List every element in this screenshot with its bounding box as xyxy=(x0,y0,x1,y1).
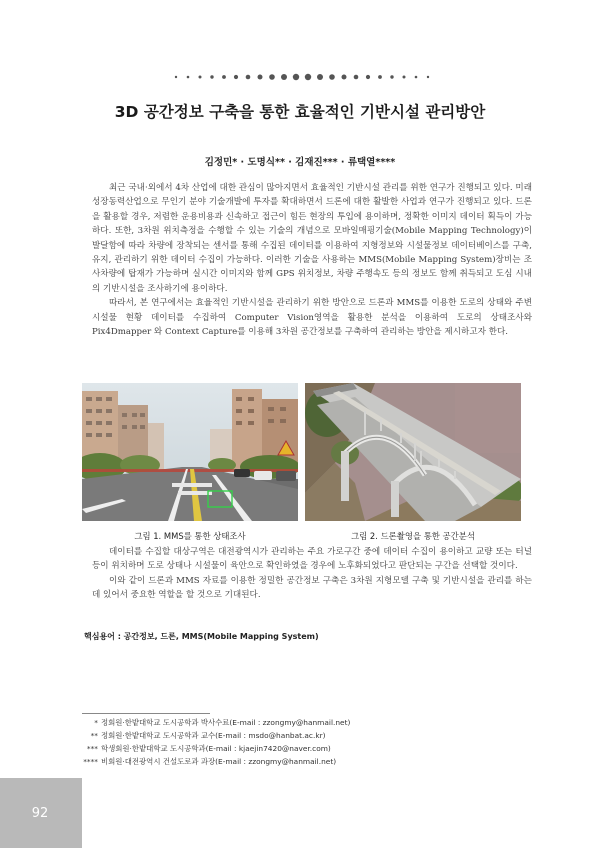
footnote-text: 정회원·한밭대학교 도시공학과 박사수료(E-mail : zzongmy@hanmail.net) xyxy=(101,718,351,727)
author-list: 김정민* · 도명식** · 김재진*** · 류택열**** xyxy=(204,157,396,168)
figure-2-caption: 그림 2. 드론촬영을 통한 공간분석 xyxy=(351,531,475,541)
footnotes xyxy=(78,717,350,769)
paragraph: 이와 같이 드론과 MMS 자료를 이용한 정밀한 공간정보 구축은 3차원 지형모델 구축 및 기반시설을 관리를 하는데 있어서 중요한 역할을 할 것으로 기대된다. xyxy=(92,575,532,601)
body-text-bottom xyxy=(92,545,532,603)
footnote-text: 비회원·대전광역시 건설도로과 과장(E-mail : zzongmy@hanmail.net) xyxy=(101,756,337,766)
footnote xyxy=(78,743,350,756)
paragraph: 데이터를 수집할 대상구역은 대전광역시가 관리하는 주요 가로구간 중에 데이터 수집이 용이하고 교량 또는 터널 등이 위치하며 도로 상태나 시설물이 육안으로 확인하였을 경우에 노후화되었다고 판단되는 구간을 선택할 것이다. xyxy=(92,547,532,572)
footnote xyxy=(78,730,350,743)
footnote-mark: ** xyxy=(90,730,98,740)
mms-street-photo xyxy=(82,383,298,521)
page-number: 92 xyxy=(31,806,49,821)
footnote-mark: * xyxy=(94,718,98,727)
paragraph: 최근 국내·외에서 4차 산업에 대한 관심이 많아지면서 효율적인 기반시설 관리를 위한 연구가 진행되고 있다. 미래성장동력산업으로 무인기 분야 기술개발에 투자를 확대하면서 드론에 대한 활발한 사업과 연구가 진행되고 있다. 드론을 활용할 경우, 저렴한 운용비용과 신속하고 접근이 힘든 현장의 투입에 용이하며, 정확한 이미지 데이터 획득이 가능하다. 또한, 3차원 위치측정을 수행할 수 있는 기술의 개념으로 모바일매핑기술(Mobile Mapping Technology)이 발달함에 따라 차량에 장착되는 센서를 통해 수집된 데이터를 이용하여 지형정보와 시설물정보 데이터베이스를 구축, 유지, 관리하기 위한 데이터 수집이 가능하다. 이러한 기술을 사용하는 MMS(Mobile Mapping System)장비는 조사차량에 탑재가 가능하며 실시간 이미지와 함께 GPS 위치정보, 차량 주행속도 등의 정보도 함께 취득되고 도심 시내의 기반시설을 조사하기에 용이하다. xyxy=(92,183,532,294)
keywords: 핵심용어 : 공간정보, 드론, MMS(Mobile Mapping System) xyxy=(84,632,319,641)
footnote xyxy=(78,717,350,730)
footnote-divider xyxy=(82,713,210,714)
footnote-mark: **** xyxy=(83,756,98,766)
footnote-text: 학생회원·한밭대학교 도시공학과(E-mail : kjaejin7420@naver.com) xyxy=(101,743,331,753)
paragraph: 따라서, 본 연구에서는 효율적인 기반시설을 관리하기 위한 방안으로 드론과 MMS를 이용한 도로의 상태와 주변 시설물 현황 데이터를 수집하여 Computer Vision영역을 활용한 분석을 이용하여 도로의 상태조사와 Pix4Dmapper 와 Context Capture를 이용해 3차원 공간정보를 구축하여 관리하는 방안을 제시하고자 한다. xyxy=(92,298,532,338)
footnote-mark: *** xyxy=(86,743,98,753)
footnote-text: 정회원·한밭대학교 도시공학과 교수(E-mail : msdo@hanbat.ac.kr) xyxy=(101,730,326,740)
header-dot-ornament xyxy=(172,72,432,82)
figure-1-caption: 그림 1. MMS를 통한 상태조사 xyxy=(134,531,246,541)
body-text-top xyxy=(92,181,532,339)
footnote xyxy=(78,756,350,769)
paper-title: 3D 공간정보 구축을 통한 효율적인 기반시설 관리방안 xyxy=(114,103,486,121)
drone-bridge-3d-model xyxy=(305,383,521,521)
